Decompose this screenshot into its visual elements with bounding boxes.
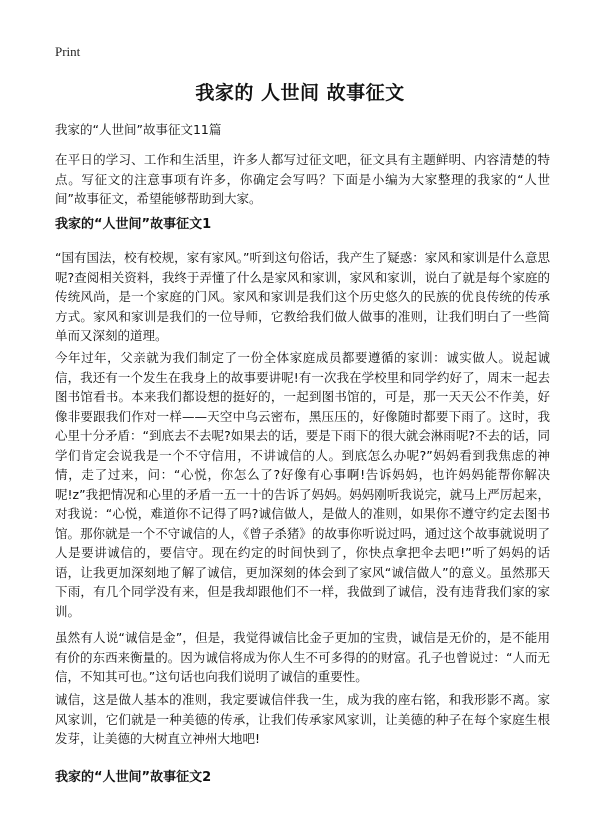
document-subtitle: 我家的“人世间”故事征文11篇 bbox=[55, 122, 222, 137]
print-link[interactable]: Print bbox=[55, 44, 81, 59]
section-1-paragraph-4: 诚信，这是做人基本的准则，我定要诚信伴我一生，成为我的座右铭，和我形影不离。家风家训，它们就是一种美德的传承，让我们传承家风家训，让美德的种子在每个家庭生根发芽，让美德的大树直立神州大地吧! bbox=[55, 692, 550, 746]
intro-paragraph: 在平日的学习、工作和生活里，许多人都写过征文吧，征文具有主题鲜明、内容清楚的特点。写征文的注意事项有许多，你确定会写吗？下面是小编为大家整理的我家的“人世间”故事征文，希望能够帮助到大家。 bbox=[55, 152, 550, 206]
section-heading-2: 我家的“人世间”故事征文2 bbox=[55, 770, 212, 785]
document-title: 我家的 人世间 故事征文 bbox=[195, 82, 405, 104]
section-heading-1: 我家的“人世间”故事征文1 bbox=[55, 217, 212, 232]
section-1-paragraph-3: 虽然有人说“诚信是金”，但是，我觉得诚信比金子更加的宝贵，诚信是无价的，是不能用有价的东西来衡量的。因为诚信将成为你人生不可多得的的财富。孔子也曾说过：“人而无信，不知其可也。”这句话也向我们说明了诚信的重要性。 bbox=[55, 630, 550, 684]
section-1-paragraph-2: 今年过年，父亲就为我们制定了一份全体家庭成员都要遵循的家训：诚实做人。说起诚信，我还有一个发生在我身上的故事要讲呢!有一次我在学校里和同学约好了，周末一起去图书馆看书。本来我们都设想的挺好的，一起到图书馆的，可是，那一天天公不作美，好像非要跟我们作对一样——天空中乌云密布，黑压压的，好像随时都要下雨了。这时，我心里十分矛盾：“到底去不去呢?如果去的话，要是下雨下的很大就会淋雨呢?不去的话，同学们肯定会说我是一个不守信用，不讲诚信的人。到底怎么办呢?”妈妈看到我焦虑的神情，走了过来，问：“心悦，你怎么了?好像有心事啊!告诉妈妈，也许妈妈能帮你解决呢!z”我把情况和心里的矛盾一五一十的告诉了妈妈。妈妈刚听我说完，就马上严厉起来，对我说：“心悦，难道你不记得了吗?诚信做人，是做人的准则，如果你不遵守约定去图书馆。那你就是一个不守诚信的人，《曾子杀猪》的故事你听说过吗，通过这个故事就说明了人是要讲诚信的，要信守。现在约定的时间快到了，你快点拿把伞去吧!”听了妈妈的话语，让我更加深刻地了解了诚信，更加深刻的体会到了家风“诚信做人”的意义。虽然那天下雨，有几个同学没有来，但是我却跟他们不一样，我做到了诚信，没有违背我们家的家训。 bbox=[55, 350, 550, 619]
section-1-paragraph-1: “国有国法，校有校规，家有家风。”听到这句俗话，我产生了疑惑：家风和家训是什么意思呢?查阅相关资料，我终于弄懂了什么是家风和家训，家风和家训，说白了就是每个家庭的传统风尚，是一个家庭的门风。家风和家训是我们这个历史悠久的民族的优良传统的传承方式。家风和家训是我们的一位导师，它教给我们做人做事的准则，让我们明白了一些简单而又深刻的道理。 bbox=[55, 250, 550, 343]
